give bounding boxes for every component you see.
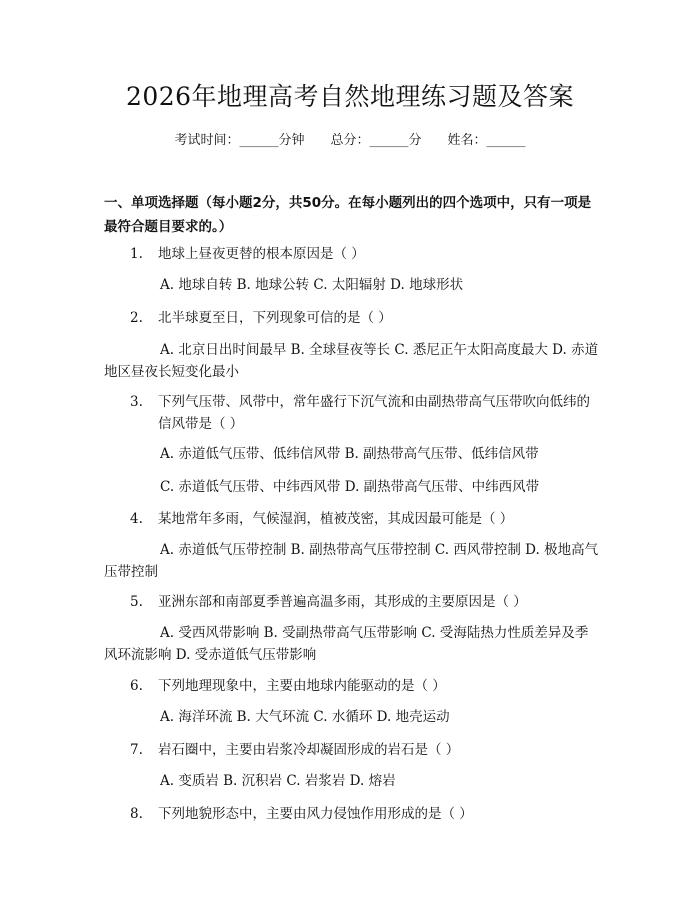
question-stem: 某地常年多雨，气候湿润，植被茂密，其成因最可能是（ ） [158,511,514,527]
question-number: 3. [130,394,143,410]
question-stem: 岩石圈中，主要由岩浆冷却凝固形成的岩石是（ ） [158,742,460,758]
question-1-options: A. 地球自转 B. 地球公转 C. 太阳辐射 D. 地球形状 [160,277,464,293]
question-2-options: A. 北京日出时间最早 B. 全球昼夜等长 C. 悉尼正午太阳高度最大 D. 赤道地区昼夜长短变化最小 [104,342,599,380]
question-2 [104,307,600,329]
section-heading: 一、单项选择题（每小题2分，共50分。在每小题列出的四个选项中，只有一项是最符合题目要求的。） [104,195,592,235]
question-1 [104,243,600,265]
total-score-field: 总分：______分 [330,133,422,148]
question-3-option-line-1: A. 赤道低气压带、低纬信风带 B. 副热带高气压带、低纬信风带 [160,446,539,462]
question-number: 1. [130,246,143,262]
question-number: 8. [130,806,143,822]
question-stem: 地球上昼夜更替的根本原因是（ ） [158,246,365,262]
question-8 [104,803,600,825]
question-6-options: A. 海洋环流 B. 大气环流 C. 水循环 D. 地壳运动 [160,709,450,725]
question-7-options: A. 变质岩 B. 沉积岩 C. 岩浆岩 D. 熔岩 [160,773,396,789]
question-number: 7. [130,742,143,758]
question-stem: 下列地貌形态中，主要由风力侵蚀作用形成的是（ ） [158,806,473,822]
question-number: 5. [130,594,143,610]
question-number: 2. [130,310,143,326]
question-stem: 亚洲东部和南部夏季普遍高温多雨，其形成的主要原因是（ ） [158,594,527,610]
question-number: 4. [130,511,143,527]
question-stem: 北半球夏至日，下列现象可信的是（ ） [158,310,392,326]
page-title: 2026年地理高考自然地理练习题及答案 [125,82,575,111]
question-4-options: A. 赤道低气压带控制 B. 副热带高气压带控制 C. 西风带控制 D. 极地高气压带控制 [104,542,599,580]
question-3-option-line-2: C. 赤道低气压带、中纬西风带 D. 副热带高气压带、中纬西风带 [160,479,540,495]
student-name-field: 姓名：______ [447,133,526,148]
question-number: 6. [130,678,143,694]
question-7 [104,739,600,761]
question-stem: 下列地理现象中，主要由地球内能驱动的是（ ） [158,678,446,694]
exam-time-field: 考试时间：______分钟 [174,133,305,148]
question-5-options: A. 受西风带影响 B. 受副热带高气压带影响 C. 受海陆热力性质差异及季风环流影响 D. 受赤道低气压带影响 [104,625,589,663]
question-6 [104,675,600,697]
exam-info-bar [0,130,700,152]
question-4 [104,508,600,530]
question-5 [104,591,600,613]
question-stem: 下列气压带、风带中，常年盛行下沉气流和由副热带高气压带吹向低纬的信风带是（ ） [158,394,590,432]
question-3 [104,391,600,435]
